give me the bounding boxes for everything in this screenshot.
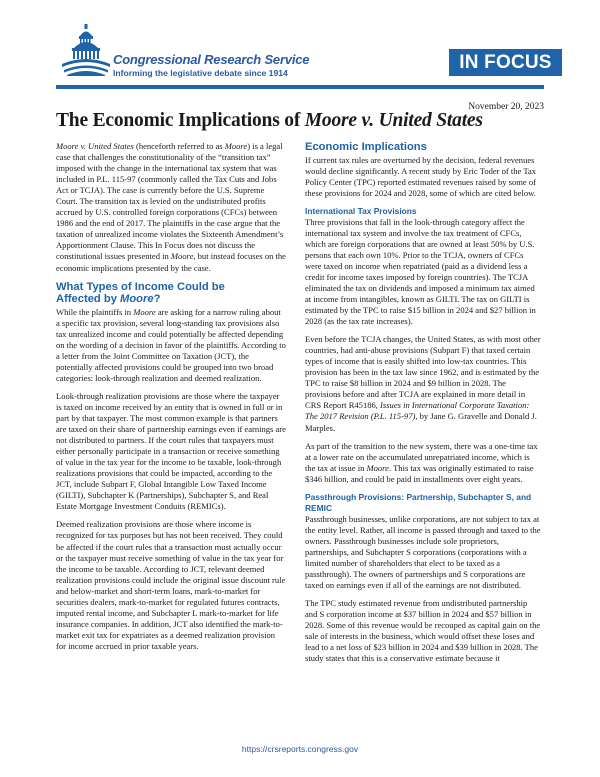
look-through-paragraph: Look-through realization provisions are those where the taxpayer is taxed on income received by an entity that is owned in full or in part by that taxpayer. The most common example is that partners are taxed on their share of partnership earnings even if earnings are not distributed to partners. If the court rules that taxpayers must either personally participate in a transaction or receive something of value in the tax year for the income to be taxable, look-through realizations provisions that could be impacted, according to the JCT, include Subpart F, Global Intangible Low Taxed Income (GILTI), Subchapter K (Partnerships), Subchapter S, and Real Estate Mortgage Investment Conduits (REMICs). [56, 390, 286, 512]
intro-paragraph [56, 141, 286, 274]
title-prefix: The Economic Implications of [56, 110, 305, 131]
section-heading-income-types [56, 281, 286, 306]
text-run: , by Jane G. Gravelle and Donald J. Marples. [305, 411, 537, 433]
header-divider [56, 85, 544, 89]
text-run: While the plaintiffs in [56, 306, 134, 317]
text-run: Even before the TCJA changes, the United States, as with most other countries, had anti-abuse provisions (Subpart F) that taxed certain types of income that is easily shifted into low-tax countries. This provision has been in the tax law since 1962, and is estimated by the TPC to raise $8 billion in 2024 and $9 billion in 2028. The provisions before and after TCJA are explained in more detail in CRS Report R45186, [305, 334, 541, 411]
title-case-name: Moore v. United States [304, 110, 483, 131]
page-title [56, 110, 544, 132]
italic-text-run: Moore v. United States [56, 141, 134, 151]
organization-tagline: Informing the legislative debate since 1914 [113, 68, 288, 78]
text-run: ) is a legal case that challenges the constitutionality of the “transition tax” imposed with the change in the international tax system that was included in P.L. 115-97 (commonly called the Tax Cuts and Jobs Act or TCJA). The case is currently before the U.S. Supreme Court. The transition tax is levied on the undistributed profits accrued by U.S. controlled foreign corporations (CFCs) between 1986 and the end of 2017. The plaintiffs in the case argue that the taxation of unrealized income violates the Sixteenth Amendment’s Apportionment Clause. This In Focus does not discuss the constitutional issues presented in [56, 141, 284, 262]
page-header [0, 0, 600, 96]
tpc-estimate-paragraph: The TPC study estimated revenue from undistributed partnership and S corporation income at $37 billion in 2024 and $57 billion in 2028. Some of this revenue would be recouped as capital gain on the sale of interests in the business, which would offset these loses and lead to a net loss of $23 billion in 2024 and $39 billion in 2028. The study states that this is a conservative estimate because it [305, 598, 541, 664]
footer-url[interactable]: https://crsreports.congress.gov [241, 744, 359, 754]
economic-implications-paragraph: If current tax rules are overturned by the decision, federal revenues would decline significantly. A recent study by Eric Toder of the Tax Policy Center (TPC) reported estimated revenues raised by some of these provisions for 2024 and 2028, some of which are cited below. [305, 154, 537, 198]
heading-line-2-suffix: ? [153, 293, 161, 306]
text-run: are asking for a narrow ruling about a specific tax provision, several long-standing tax provisions also tax unrealized income and could potentially be affected depending on the wording of a decision in favor of the plaintiffs. According to a letter from the Joint Committee on Taxation (JCT), the potentially affected provisions could be grouped into two broad categories: look-through realization and deemed realization. [56, 306, 286, 383]
subheading-international-tax: International Tax Provisions [305, 205, 417, 216]
in-focus-badge: IN FOCUS [449, 49, 562, 76]
italic-text-run: Moore [366, 462, 389, 473]
transition-tax-paragraph [305, 441, 541, 485]
text-run: . This tax was originally estimated to raise $346 billion, and could be paid in installments over eight years. [305, 462, 534, 484]
italic-text-run: Moore [170, 251, 194, 262]
capitol-dome-icon [62, 24, 110, 76]
text-run: (henceforth referred to as [133, 141, 225, 151]
italic-text-run: Issues in International Corporate Taxation: The 2017 Revision (P.L. 115-97) [305, 400, 530, 422]
text-run: , but instead focuses on the economic implications presented by the case. [56, 251, 286, 273]
right-column [305, 141, 541, 671]
italic-text-run: Moore [224, 141, 248, 151]
heading-line-2-case: Moore [120, 293, 154, 306]
heading-line-1: What Types of Income Could be [56, 280, 225, 293]
publication-date: November 20, 2023 [468, 102, 544, 112]
italic-text-run: Moore [133, 306, 156, 317]
international-tax-paragraph: Three provisions that fall in the look-through category affect the international tax system and involve the tax treatment of CFCs, which are foreign corporations that are owned at least 50% by U.S. persons that each own 10%. Prior to the TCJA, owners of CFCs were taxed on income when repatriated (paid as a dividend less a credit for income taxes imposed by foreign countries). The TCJA eliminated the tax on dividends and imposed a minimum tax aimed at income from intangibles, known as GILTI. The tax on GILTI is estimated by the TPC to raise $15 billion in 2024 and $27 billion in 2028 (as the tax rate increases). [305, 216, 536, 327]
organization-name: Congressional Research Service [113, 52, 310, 67]
income-types-paragraph [56, 307, 286, 384]
deemed-realization-paragraph: Deemed realization provisions are those where income is recognized for tax purposes but has not been received. They could be affected if the court rules that a transaction must actually occur or the taxpayer must receive something of value in the tax year for the income to be taxable. According to JCT, relevant deemed realization provisions could include the original issue discount rule and below-market and short-term loans, mark-to-market for securities dealers, mark-to-market for regulated futures contracts, imputed rental income, and Subchapter L mark-to-market for life insurance companies. In addition, JCT also identified the mark-to-market exit tax for expatriates as a deemed realization provision for income accrued in prior taxable years. [56, 519, 286, 651]
section-heading-economic-implications: Economic Implications [305, 141, 427, 153]
subheading-passthrough: Passthrough Provisions: Partnership, Subchapter S, and REMIC [305, 491, 532, 513]
left-column [56, 141, 286, 659]
heading-line-2-prefix: Affected by [56, 293, 121, 306]
subpart-f-paragraph [305, 334, 541, 433]
passthrough-paragraph: Passthrough businesses, unlike corporations, are not subject to tax at the entity level. Rather, all income is passed through and taxed to the owners. Passthrough businesses include sole proprietors, partnerships, and Subchapter S corporations (corporations with a limited number of shareholders that elect to be taxed as a passthrough). The owners of partnerships and S corporations are taxed on earnings even if all of the earnings are not distributed. [305, 513, 541, 591]
text-run: As part of the transition to the new system, there was a one-time tax at a lower rate on the accumulated unrepatriated income, which is the tax at issue in [305, 440, 538, 473]
